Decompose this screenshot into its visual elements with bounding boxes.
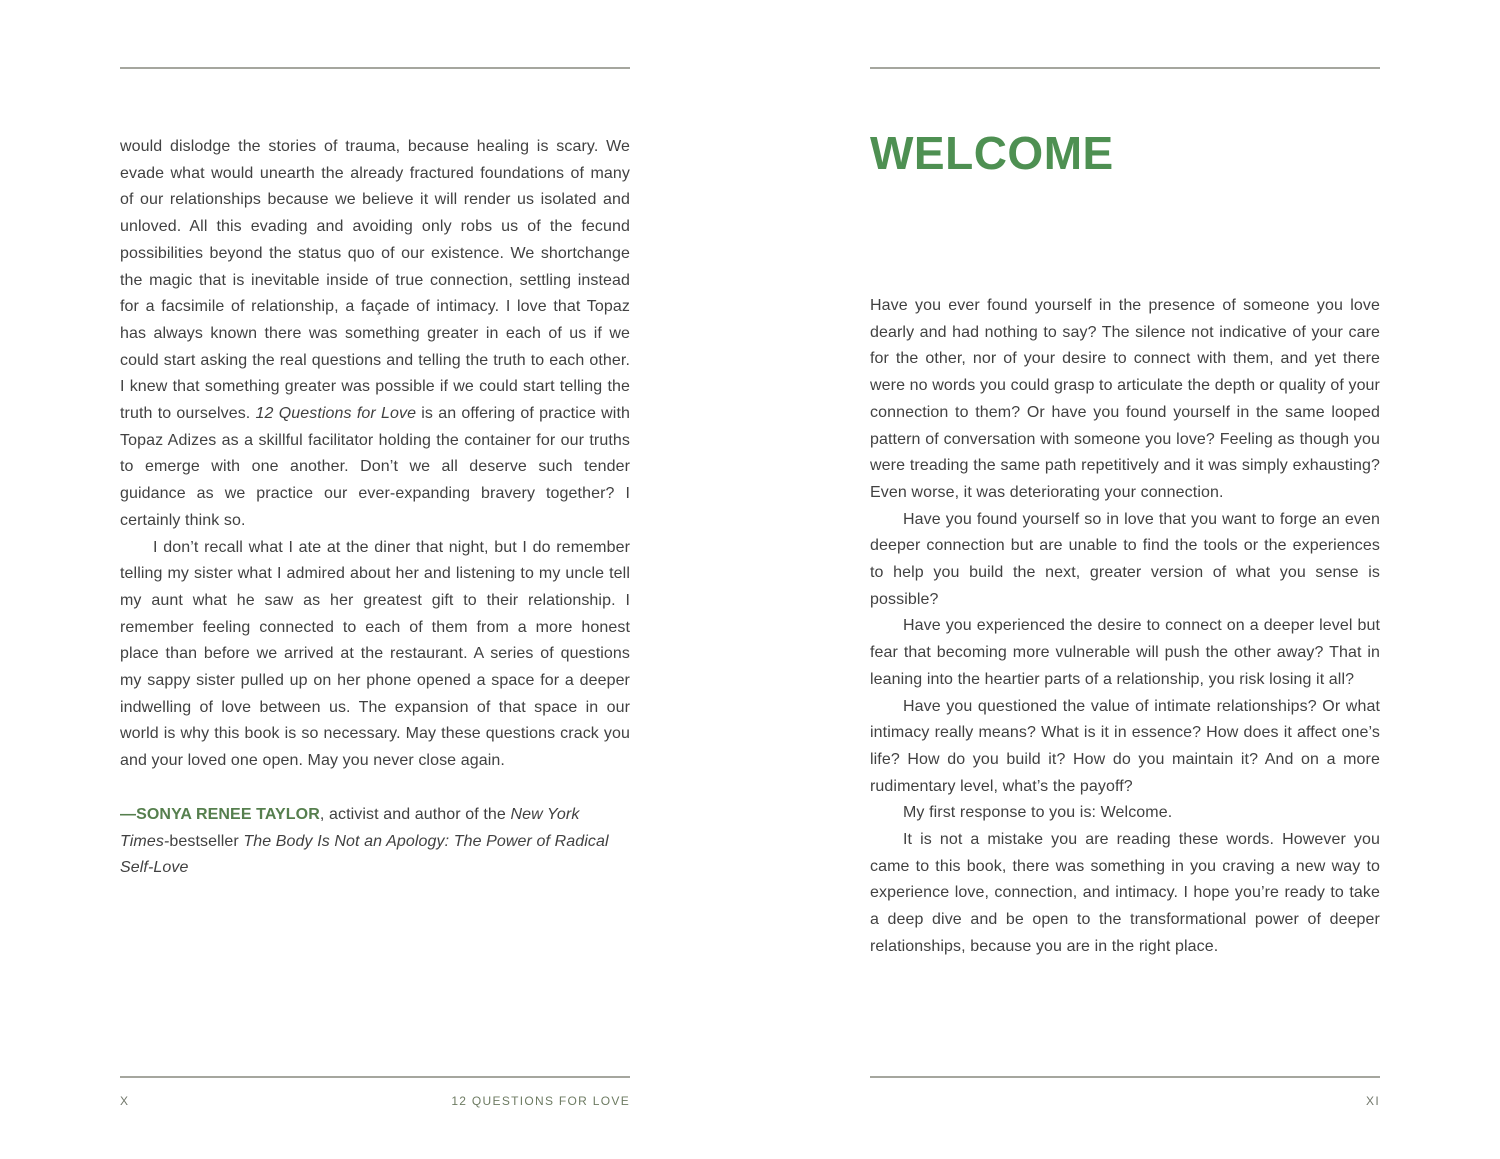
right-body-text: [870, 293, 1380, 961]
text-segment: Have you experienced the desire to connect on a deeper level but fear that becoming more vulnerable will push the other away? That in leaning into the heartier parts of a relationship, you risk losing it all?: [870, 617, 1380, 688]
text-segment-italic: 12 Questions for Love: [255, 405, 417, 423]
attribution-block: [120, 802, 630, 882]
paragraph: [870, 507, 1380, 614]
bottom-rule-left: [120, 1076, 630, 1078]
text-segment: , activist and author of the: [319, 805, 511, 823]
paragraph: [120, 535, 630, 775]
left-page-footer: [120, 1094, 630, 1108]
paragraph: [870, 827, 1380, 961]
text-segment: It is not a mistake you are reading these words. However you came to this book, there was something in you craving a new way to experience love, connection, and intimacy. I hope you’re ready to take a deep dive and be open to the transformational power of deeper relationships, because you are in the right place.: [870, 831, 1380, 955]
top-rule-left: [120, 67, 630, 69]
paragraph: [870, 293, 1380, 507]
paragraph: [870, 800, 1380, 827]
page-left: [120, 0, 630, 1159]
text-segment: Have you found yourself so in love that you want to forge an even deeper connection but are unable to find the tools or the experiences to help you build the next, greater version of what you sense is possible?: [870, 510, 1380, 608]
page-number-left: X: [120, 1094, 130, 1108]
text-segment-italic: New York Times-: [120, 805, 580, 850]
bottom-rule-right: [870, 1076, 1380, 1078]
text-segment: bestseller: [169, 832, 244, 850]
page-number-right: XI: [1366, 1094, 1380, 1108]
paragraph: [120, 134, 630, 535]
chapter-heading: WELCOME: [870, 127, 1114, 179]
text-segment: Have you ever found yourself in the presence of someone you love dearly and had nothing to say? The silence not indicative of your care for the other, nor of your desire to connect with them, and yet there were no words you could grasp to articulate the depth or quality of your connection to them? Or have you found yourself in the same looped pattern of conversation with someone you love? Feeling as though you were treading the same path repetitively and it was simply exhausting? Even worse, it was deteriorating your connection.: [870, 297, 1380, 501]
text-segment: is an offering of practice with Topaz Adizes as a skillful facilitator holding the container for our truths to emerge with one another. Don’t we all deserve such tender guidance as we practice our ever-expanding bravery together? I certainly think so.: [120, 405, 631, 529]
paragraph: [870, 613, 1380, 693]
page-right: [870, 0, 1380, 1159]
left-page-content: [120, 134, 630, 882]
text-segment: Have you questioned the value of intimate relationships? Or what intimacy really means? What is it in essence? How does it affect one’s life? How do you build it? How do you maintain it? And on a more rudimentary level, what’s the payoff?: [870, 697, 1380, 795]
running-title: 12 QUESTIONS FOR LOVE: [451, 1094, 630, 1108]
right-page-content: [870, 293, 1380, 961]
paragraph: [120, 802, 630, 882]
left-body-text: [120, 134, 630, 775]
paragraph: [870, 694, 1380, 801]
text-segment: My first response to you is: Welcome.: [903, 804, 1173, 822]
right-page-footer: [870, 1094, 1380, 1108]
top-rule-right: [870, 67, 1380, 69]
text-segment: I don’t recall what I ate at the diner that night, but I do remember telling my sister what I admired about her and listening to my uncle tell my aunt what he saw as her greatest gift to their relationship. I remember feeling connected to each of them from a more honest place than before we arrived at the restaurant. A series of questions my sappy sister pulled up on her phone opened a space for a deeper indwelling of love between us. The expansion of that space in our world is why this book is so necessary. May these questions crack you and your loved one open. May you never close again.: [120, 538, 630, 770]
text-segment-green-bold: —SONYA RENEE TAYLOR: [120, 805, 320, 823]
text-segment: would dislodge the stories of trauma, because healing is scary. We evade what would unearth the already fractured foundations of many of our relationships because we believe it will render us isolated and unloved. All this evading and avoiding only robs us of the fecund possibilities beyond the status quo of our existence. We shortchange the magic that is inevitable inside of true connection, settling instead for a facsimile of relationship, a façade of intimacy. I love that Topaz has always known there was something greater in each of us if we could start asking the real questions and telling the truth to each other. I knew that something greater was possible if we could start telling the truth to ourselves.: [120, 138, 630, 423]
text-segment-italic: The Body Is Not an Apology: The Power of Radical Self-Love: [120, 832, 609, 877]
